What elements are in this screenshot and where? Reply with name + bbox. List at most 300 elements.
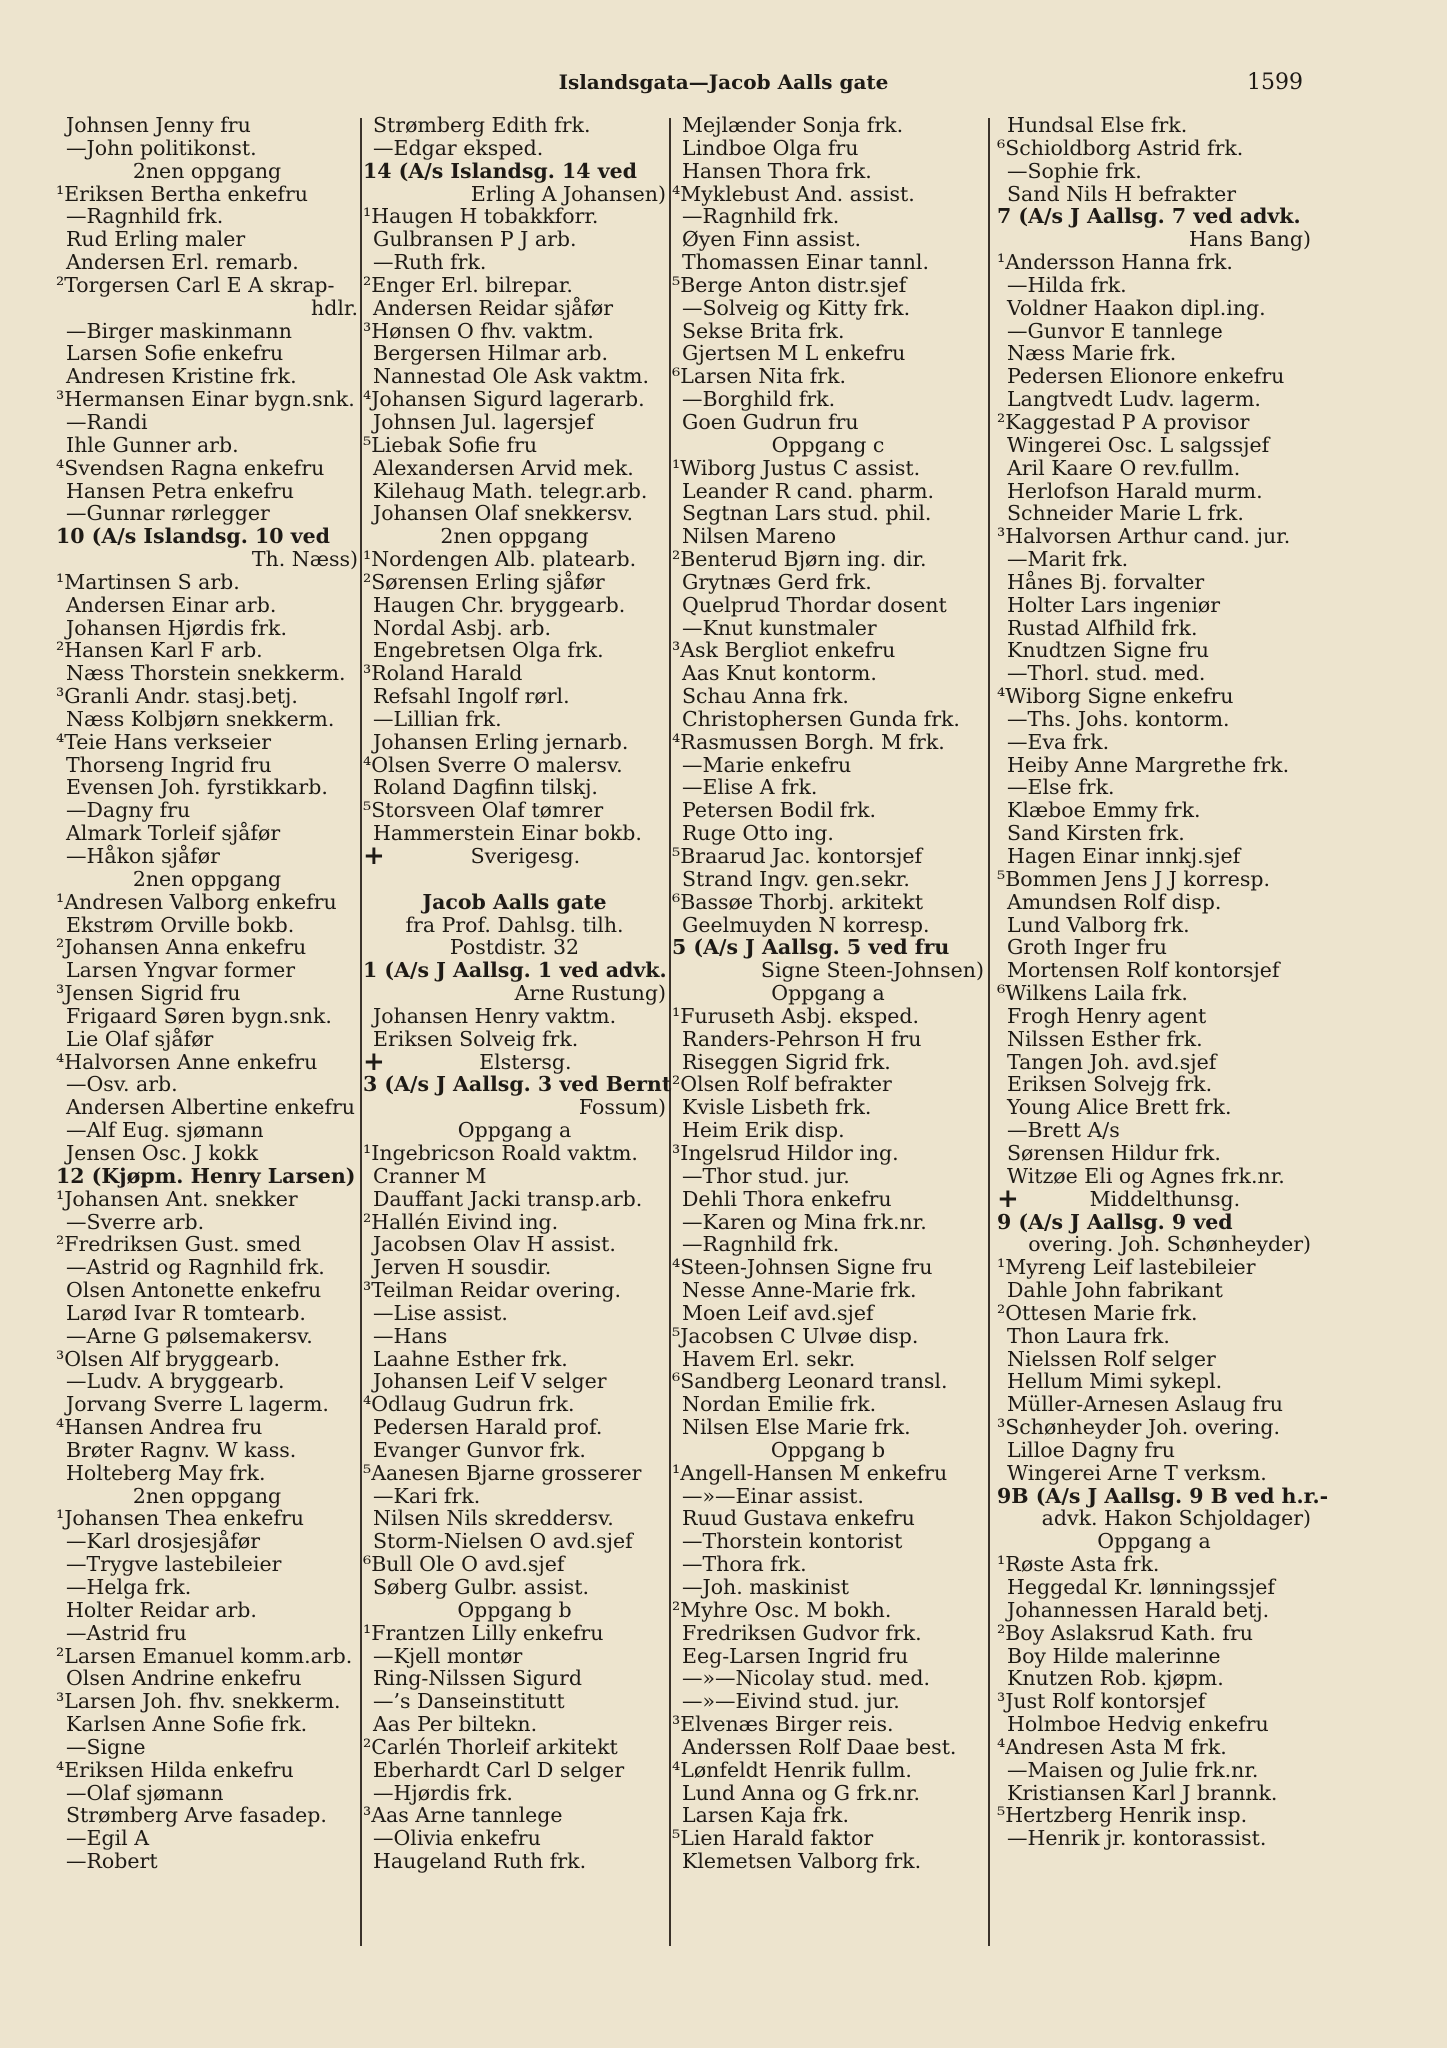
resident-entry: Nordal Asbj. arb. (373, 615, 551, 640)
resident-entry: Lund Valborg frk. (1007, 912, 1190, 937)
resident-entry: Anderssen Rolf Daae best. (682, 1734, 957, 1759)
resident-entry: —Eva frk. (1007, 729, 1110, 754)
resident-entry: Olsen Antonette enkefru (66, 1278, 322, 1303)
section-heading: 2nen oppgang (440, 524, 589, 549)
resident-entry: ¹Røste Asta frk. (997, 1552, 1160, 1577)
resident-entry: ⁶Schioldborg Astrid frk. (997, 135, 1244, 160)
cross-street-name: Elstersg. (479, 1049, 572, 1074)
cross-street-name: Sverigesg. (470, 844, 581, 868)
resident-entry: Brøter Ragnv. W kass. (66, 1437, 297, 1462)
resident-entry: Kvisle Lisbeth frk. (682, 1095, 872, 1120)
resident-entry: Kristiansen Karl J brannk. (1007, 1780, 1278, 1805)
resident-entry: Schneider Marie L frk. (1007, 501, 1244, 526)
resident-entry: —John politikonst. (66, 135, 257, 160)
cross-icon: + (363, 841, 385, 871)
resident-entry: ²Olsen Rolf befrakter (672, 1072, 892, 1097)
resident-entry: —Håkon sjåfør (66, 844, 220, 868)
resident-entry: Holmboe Hedvig enkefru (1007, 1712, 1269, 1737)
section-heading: 2nen oppgang (132, 1483, 282, 1508)
resident-entry: Herlofson Harald murm. (1007, 478, 1263, 503)
resident-entry: Sørensen Hildur frk. (1007, 1140, 1221, 1165)
resident-entry: overing. Joh. Schønheyder) (1028, 1232, 1311, 1257)
section-heading: Oppgang a (1097, 1529, 1211, 1554)
resident-entry: —Gunnar rørlegger (66, 501, 270, 526)
resident-entry: Thorseng Ingrid fru (66, 752, 272, 777)
resident-entry: —Gunvor E tannlege (1007, 318, 1223, 343)
resident-entry: ⁵Liebak Sofie fru (363, 432, 538, 457)
resident-entry: —Arne G pølsemakersv. (66, 1323, 313, 1348)
section-heading: Oppgang b (457, 1597, 572, 1622)
resident-entry: Hånes Bj. forvalter (1007, 569, 1205, 594)
resident-entry: Roland Dagfinn tilskj. (373, 775, 598, 800)
column-rule (988, 118, 990, 1946)
section-heading: Oppgang a (771, 981, 885, 1006)
resident-entry: ⁴Olsen Sverre O malersv. (363, 752, 623, 777)
resident-entry: Eriksen Solveig frk. (373, 1026, 579, 1051)
resident-entry: Frogh Henry agent (1007, 1003, 1207, 1028)
resident-entry: —Birger maskinmann (66, 318, 292, 343)
resident-entry: ³Hermansen Einar bygn.snk. (56, 387, 355, 412)
resident-entry: —Signe (66, 1734, 146, 1759)
resident-entry: ²Myhre Osc. M bokh. (672, 1597, 892, 1622)
resident-entry: Sand Kirsten frk. (1007, 821, 1185, 846)
section-heading: Oppgang b (770, 1437, 886, 1462)
resident-entry: Bergersen Hilmar arb. (373, 341, 609, 366)
resident-entry: —Ludv. A bryggearb. (66, 1369, 285, 1394)
resident-entry: Kilehaug Math. telegr.arb. (373, 478, 648, 503)
resident-entry: —Kari frk. (373, 1483, 481, 1508)
resident-entry: Larsen Sofie enkefru (66, 341, 284, 366)
resident-entry: ²Torgersen Carl E A skrap- (56, 272, 335, 297)
resident-entry: ²Johansen Anna enkefru (56, 935, 307, 960)
resident-entry: ¹Nordengen Alb. platearb. (363, 547, 637, 572)
resident-entry: ³Ask Bergliot enkefru (672, 638, 896, 663)
resident-entry: ⁴Steen-Johnsen Signe fru (672, 1255, 933, 1280)
resident-entry: Müller-Arnesen Aslaug fru (1007, 1392, 1284, 1417)
resident-entry: ⁵Aanesen Bjarne grosserer (363, 1460, 642, 1485)
resident-entry: Andersen Erl. remarb. (66, 250, 299, 275)
resident-entry (363, 868, 666, 891)
resident-entry: ⁴Myklebust And. assist. (672, 181, 915, 206)
resident-entry: —Alf Eug. sjømann (66, 1118, 264, 1143)
resident-entry: Heiby Anne Margrethe frk. (1007, 752, 1290, 777)
resident-entry: ¹Andresen Valborg enkefru (56, 889, 337, 914)
resident-entry: Nilsen Nils skreddersv. (373, 1506, 614, 1531)
resident-entry: Quelprud Thordar dosent (682, 592, 947, 617)
resident-entry: —Maisen og Julie frk.nr. (1007, 1757, 1259, 1782)
resident-entry: Frigaard Søren bygn.snk. (66, 1003, 332, 1028)
resident-entry: —Thorl. stud. med. (1007, 661, 1206, 686)
resident-entry: ³Teilman Reidar overing. (363, 1278, 621, 1303)
page-header (0, 70, 1447, 110)
resident-entry: —Henrik jr. kontorassist. (1007, 1826, 1267, 1851)
resident-entry: ²Benterud Bjørn ing. dir. (672, 547, 927, 572)
resident-entry: Alexandersen Arvid mek. (373, 455, 634, 480)
resident-entry: ⁴Odlaug Gudrun frk. (363, 1392, 575, 1417)
resident-entry: Aril Kaare O rev.fullm. (1007, 455, 1241, 480)
cross-street-name: Middelthunsg. (1089, 1186, 1241, 1211)
building-entry: 7 (A/s J Aallsg. 7 ved advk. (997, 204, 1301, 229)
resident-entry: Segtnan Lars stud. phil. (682, 501, 932, 526)
resident-entry: Lie Olaf sjåfør (66, 1026, 214, 1051)
resident-entry: Tangen Joh. avd.sjef (1007, 1049, 1217, 1074)
resident-entry: Johnsen Jenny fru (66, 113, 251, 137)
resident-entry: —Astrid og Ragnhild frk. (66, 1255, 325, 1280)
page-number: 1599 (1247, 70, 1303, 95)
resident-entry: Strømberg Arve fasadep. (66, 1803, 327, 1828)
resident-entry: Knutzen Rob. kjøpm. (1007, 1666, 1224, 1691)
resident-entry: —Marie enkefru (682, 752, 852, 777)
resident-entry: Young Alice Brett frk. (1007, 1095, 1232, 1120)
resident-entry: Johansen Leif V selger (373, 1369, 607, 1394)
resident-entry: Andresen Kristine frk. (66, 364, 297, 389)
resident-entry: Johansen Olaf snekkersv. (373, 501, 634, 526)
resident-entry: ²Kaggestad P A provisor (997, 409, 1250, 434)
resident-entry: Andersen Reidar sjåfør (373, 295, 614, 320)
resident-entry: Eberhardt Carl D selger (373, 1757, 625, 1782)
resident-entry: Dahle John fabrikant (1007, 1278, 1223, 1303)
resident-entry: Hundsal Else frk. (1007, 113, 1188, 137)
resident-entry: Wingerei Osc. L salgssjef (1007, 432, 1270, 457)
resident-entry: ³Just Rolf kontorsjef (997, 1689, 1206, 1714)
resident-entry: ¹Ingebricson Roald vaktm. (363, 1140, 638, 1165)
resident-entry: ³Hønsen O fhv. vaktm. (363, 318, 594, 343)
resident-entry: Lund Anna og G frk.nr. (682, 1780, 921, 1805)
resident-entry: ⁶Wilkens Laila frk. (997, 981, 1188, 1006)
resident-entry: Evensen Joh. fyrstikkarb. (66, 775, 328, 800)
building-entry: 9B (A/s J Aallsg. 9 B ved h.r.- (997, 1483, 1329, 1508)
resident-entry: ¹Furuseth Asbj. eksped. (672, 1003, 920, 1028)
resident-entry: —Solveig og Kitty frk. (682, 295, 911, 320)
resident-entry: ³Aas Arne tannlege (363, 1803, 563, 1828)
resident-entry: Næss Kolbjørn snekkerm. (66, 706, 335, 731)
resident-entry: Mejlænder Sonja frk. (682, 113, 904, 137)
resident-entry: Næss Thorstein snekkerm. (66, 661, 346, 686)
resident-entry: —Edgar eksped. (373, 135, 544, 160)
resident-entry: ⁴Halvorsen Anne enkefru (56, 1049, 318, 1074)
resident-entry: —Sverre arb. (66, 1209, 205, 1234)
resident-entry: Signe Steen-Johnsen) (760, 958, 984, 983)
resident-entry: Nannestad Ole Ask vaktm. (373, 364, 650, 389)
resident-entry: Haugeland Ruth frk. (373, 1849, 587, 1874)
cross-street-marker (363, 841, 666, 871)
resident-entry: ⁵Jacobsen C Ulvøe disp. (672, 1323, 919, 1348)
resident-entry: —Olivia enkefru (373, 1826, 541, 1851)
resident-entry: ⁴Andresen Asta M frk. (997, 1734, 1227, 1759)
resident-entry: ²Enger Erl. bilrepar. (363, 272, 573, 297)
resident-entry: Sekse Brita frk. (682, 318, 845, 343)
resident-entry: Holter Reidar arb. (66, 1597, 257, 1622)
resident-entry: Øyen Finn assist. (682, 227, 862, 252)
resident-entry: Heggedal Kr. lønningssjef (1007, 1575, 1276, 1599)
resident-entry: Heim Erik disp. (682, 1118, 845, 1143)
resident-entry: Lindboe Olga fru (682, 135, 859, 160)
resident-entry: Christophersen Gunda frk. (682, 706, 960, 731)
resident-entry: —Lillian frk. (373, 706, 502, 731)
resident-entry: Leander R cand. pharm. (682, 478, 935, 503)
resident-entry: ²Fredriksen Gust. smed (56, 1232, 302, 1257)
resident-entry: Fossum) (578, 1095, 666, 1120)
resident-entry: Hansen Thora frk. (682, 158, 872, 183)
resident-entry: Jensen Osc. J kokk (66, 1140, 259, 1165)
resident-entry: Nilsen Else Marie frk. (682, 1415, 911, 1440)
resident-entry: Schau Anna frk. (682, 684, 849, 709)
resident-entry: Johansen Erling jernarb. (373, 729, 629, 754)
resident-entry: —»—Einar assist. (682, 1483, 864, 1508)
directory-column-2 (363, 113, 672, 1874)
resident-entry: Jorvang Sverre L lagerm. (66, 1392, 329, 1417)
building-entry: Jacob Aalls gate (422, 889, 607, 914)
resident-entry: Sand Nils H befrakter (1007, 181, 1237, 206)
resident-entry: Larsen Kaja frk. (682, 1803, 849, 1828)
resident-entry: ⁵Lien Harald faktor (672, 1826, 874, 1851)
resident-entry: ⁴Hansen Andrea fru (56, 1415, 263, 1440)
resident-entry: Andersen Einar arb. (66, 592, 277, 617)
resident-entry: Wingerei Arne T verksm. (1007, 1460, 1267, 1485)
cross-icon: + (363, 1046, 385, 1077)
resident-entry: Dauffant Jacki transp.arb. (373, 1186, 643, 1211)
resident-entry: Hansen Petra enkefru (66, 478, 294, 503)
resident-entry: —Hjørdis frk. (373, 1780, 513, 1805)
resident-entry: Groth Inger fru (1007, 935, 1167, 960)
resident-entry: ⁶Bull Ole O avd.sjef (363, 1552, 565, 1577)
building-entry: 9 (A/s J Aallsg. 9 ved (997, 1209, 1233, 1234)
resident-entry: ⁴Lønfeldt Henrik fullm. (672, 1757, 912, 1782)
resident-entry: Pedersen Harald prof. (373, 1415, 603, 1440)
resident-entry: ¹Frantzen Lilly enkefru (363, 1620, 604, 1645)
resident-entry: —Thor stud. jur. (682, 1163, 850, 1188)
building-entry: 10 (A/s Islandsg. 10 ved (56, 524, 330, 549)
resident-entry: Storm-Nielsen O avd.sjef (373, 1529, 633, 1554)
resident-entry: Boy Hilde malerinne (1007, 1643, 1221, 1668)
resident-entry: —Egil A (66, 1826, 150, 1851)
resident-entry: Rustad Alfhild frk. (1007, 615, 1198, 640)
resident-entry: Johannessen Harald betj. (1007, 1597, 1270, 1622)
resident-entry: Holteberg May frk. (66, 1460, 266, 1485)
resident-entry: —Osv. arb. (66, 1072, 178, 1097)
resident-entry: —Ragnhild frk. (682, 204, 840, 229)
resident-entry: Johansen Henry vaktm. (373, 1003, 617, 1028)
resident-entry: Ruge Otto ing. (682, 821, 834, 846)
resident-entry: Karlsen Anne Sofie frk. (66, 1712, 308, 1737)
building-entry: 12 (Kjøpm. Henry Larsen) (56, 1163, 356, 1188)
resident-entry: Ring-Nilssen Sigurd (373, 1666, 583, 1691)
resident-entry: ³Olsen Alf bryggearb. (56, 1346, 280, 1371)
resident-entry: Nielssen Rolf selger (1007, 1346, 1216, 1371)
resident-entry: Strømberg Edith frk. (373, 113, 591, 137)
resident-entry: ³Roland Harald (363, 661, 523, 686)
resident-entry: Fredriksen Gudvor frk. (682, 1620, 922, 1645)
resident-entry: ³Jensen Sigrid fru (56, 981, 241, 1006)
resident-entry: Eriksen Solvejg frk. (1007, 1072, 1213, 1097)
resident-entry: ²Sørensen Erling sjåfør (363, 569, 605, 594)
resident-entry: Refsahl Ingolf rørl. (373, 684, 570, 709)
resident-entry: ⁶Sandberg Leonard transl. (672, 1369, 948, 1394)
resident-entry: Riseggen Sigrid frk. (682, 1049, 891, 1074)
resident-entry: Voldner Haakon dipl.ing. (1007, 295, 1266, 320)
resident-entry: ²Larsen Emanuel komm.arb. (56, 1643, 353, 1668)
resident-entry: Jerven H sousdir. (373, 1255, 552, 1280)
resident-entry: Johansen Hjørdis frk. (66, 615, 287, 640)
resident-entry: ⁶Bassøe Thorbj. arkitekt (672, 889, 924, 914)
resident-entry: —Borghild frk. (682, 387, 836, 412)
resident-entry: Ihle Gunner arb. (66, 432, 239, 457)
resident-entry: ¹Martinsen S arb. (56, 569, 240, 594)
resident-entry: Cranner M (373, 1163, 487, 1188)
resident-entry: ³Larsen Joh. fhv. snekkerm. (56, 1689, 341, 1714)
section-heading: Oppgang c (771, 432, 885, 457)
resident-entry: Aas Knut kontorm. (682, 661, 877, 686)
resident-entry: ¹Andersson Hanna frk. (997, 250, 1233, 275)
resident-entry: ¹Wiborg Justus C assist. (672, 455, 921, 480)
resident-entry: Geelmuyden N korresp. (682, 912, 930, 937)
resident-entry: —Olaf sjømann (66, 1780, 224, 1805)
resident-entry: —Thorstein kontorist (682, 1529, 903, 1554)
resident-entry: Almark Torleif sjåfør (66, 821, 281, 846)
resident-entry: ⁵Braarud Jac. kontorsjef (672, 844, 923, 868)
resident-entry: —Ths. Johs. kontorm. (1007, 706, 1230, 731)
resident-entry: ²Carlén Thorleif arkitekt (363, 1734, 618, 1759)
resident-entry: ⁴Wiborg Signe enkefru (997, 684, 1234, 709)
resident-entry: Nesse Anne-Marie frk. (682, 1278, 917, 1303)
resident-entry: —Thora frk. (682, 1552, 807, 1577)
resident-entry: Erling A Johansen) (470, 181, 666, 206)
resident-entry: Hagen Einar innkj.sjef (1007, 844, 1241, 868)
section-heading: 2nen oppgang (132, 158, 282, 183)
resident-entry: Thomassen Einar tannl. (682, 250, 929, 275)
resident-entry: advk. Hakon Schjoldager) (1041, 1506, 1311, 1531)
resident-entry: —Knut kunstmaler (682, 615, 877, 640)
resident-entry: ³Elvenæs Birger reis. (672, 1712, 894, 1737)
section-heading: fra Prof. Dahlsg. tilh. (405, 912, 624, 937)
resident-entry: ¹Johansen Thea enkefru (56, 1506, 305, 1531)
cross-street-marker (363, 1046, 666, 1077)
resident-entry: Langtvedt Ludv. lagerm. (1007, 387, 1261, 412)
resident-entry: Larød Ivar R tomtearb. (66, 1300, 306, 1325)
resident-entry: —»—Eivind stud. jur. (682, 1689, 900, 1714)
resident-entry: Hammerstein Einar bokb. (373, 821, 642, 846)
resident-entry: Goen Gudrun fru (682, 409, 859, 434)
resident-entry: ¹Angell-Hansen M enkefru (672, 1460, 948, 1485)
section-heading: Oppgang a (457, 1118, 572, 1143)
resident-entry: —Hilda frk. (1007, 272, 1127, 297)
resident-entry: Gulbransen P J arb. (373, 227, 577, 252)
resident-entry: Amundsen Rolf disp. (1007, 889, 1222, 914)
resident-entry: ⁴Johansen Sigurd lagerarb. (363, 387, 645, 412)
resident-entry: Nilsen Mareno (682, 524, 837, 549)
resident-entry: Ruud Gustava enkefru (682, 1506, 915, 1531)
resident-entry: —Astrid fru (66, 1620, 187, 1645)
column-rule (669, 118, 671, 1946)
resident-entry: Strand Ingv. gen.sekr. (682, 866, 910, 891)
resident-entry: ⁵Storsveen Olaf tømrer (363, 798, 604, 823)
resident-entry: Evanger Gunvor frk. (373, 1437, 586, 1462)
resident-entry: ⁴Svendsen Ragna enkefru (56, 455, 325, 480)
building-entry: 14 (A/s Islandsg. 14 ved (363, 158, 637, 183)
column-rule (360, 118, 362, 1946)
resident-entry: Engebretsen Olga frk. (373, 638, 604, 663)
resident-entry: —Karl drosjesjåfør (66, 1529, 261, 1554)
resident-entry: Dehli Thora enkefru (682, 1186, 892, 1211)
resident-entry: Johnsen Jul. lagersjef (373, 409, 594, 434)
resident-entry: —Hans (373, 1323, 448, 1348)
resident-entry: ²Ottesen Marie frk. (997, 1300, 1198, 1325)
resident-entry: —Marit frk. (1007, 547, 1129, 572)
resident-entry: —Elise A frk. (682, 775, 818, 800)
resident-entry: ²Hallén Eivind ing. (363, 1209, 559, 1234)
resident-entry: Rud Erling maler (66, 227, 246, 252)
resident-entry: Larsen Yngvar former (66, 958, 296, 983)
resident-entry: ¹Johansen Ant. snekker (56, 1186, 298, 1211)
resident-entry: —Dagny fru (66, 798, 191, 823)
resident-entry: Th. Næss) (251, 547, 358, 572)
page-title: Islandsgata—Jacob Aalls gate (558, 70, 889, 94)
resident-entry: —Brett A/s (1007, 1118, 1120, 1143)
resident-entry: ⁵Bommen Jens J J korresp. (997, 866, 1271, 891)
resident-entry: Holter Lars ingeniør (1007, 592, 1221, 617)
directory-column-4 (997, 113, 1329, 1851)
resident-entry: Knudtzen Signe fru (1007, 638, 1209, 663)
resident-entry: Arne Rustung) (514, 981, 666, 1006)
resident-entry: —Else frk. (1007, 775, 1115, 800)
resident-entry: Klæboe Emmy frk. (1007, 798, 1201, 823)
resident-entry: Randers-Pehrson H fru (682, 1026, 922, 1051)
resident-entry: Olsen Andrine enkefru (66, 1666, 302, 1691)
resident-entry: Eeg-Larsen Ingrid fru (682, 1643, 909, 1668)
resident-entry: —Ragnhild frk. (682, 1232, 840, 1257)
resident-entry: Petersen Bodil frk. (682, 798, 877, 823)
resident-entry: Nilssen Esther frk. (1007, 1026, 1203, 1051)
resident-entry: Havem Erl. sekr. (682, 1346, 856, 1371)
resident-entry: Klemetsen Valborg frk. (682, 1849, 922, 1874)
building-entry: 5 (A/s J Aallsg. 5 ved fru (672, 935, 950, 960)
resident-entry: ²Boy Aslaksrud Kath. fru (997, 1620, 1254, 1645)
cross-street-marker (997, 1183, 1311, 1214)
section-heading: 2nen oppgang (132, 866, 282, 891)
resident-entry: —Helga frk. (66, 1575, 192, 1599)
resident-entry: Mortensen Rolf kontorsjef (1007, 958, 1280, 983)
resident-entry: Næss Marie frk. (1007, 341, 1177, 366)
resident-entry: ⁵Berge Anton distr.sjef (672, 272, 907, 297)
resident-entry: —Karen og Mina frk.nr. (682, 1209, 927, 1234)
cross-icon: + (997, 1183, 1019, 1214)
resident-entry: Lilloe Dagny fru (1007, 1437, 1175, 1462)
resident-entry: ⁴Rasmussen Borgh. M frk. (672, 729, 945, 754)
resident-entry: Hellum Mimi sykepl. (1007, 1369, 1223, 1394)
resident-entry: Aas Per biltekn. (373, 1712, 538, 1737)
section-heading: Postdistr. 32 (449, 935, 580, 960)
resident-entry: ¹Myreng Leif lastebileier (997, 1255, 1256, 1280)
resident-entry: Hans Bang) (1189, 227, 1311, 252)
resident-entry: Jacobsen Olav H assist. (373, 1232, 616, 1257)
resident-entry: —Randi (66, 409, 148, 434)
directory-column-1 (56, 114, 358, 1873)
resident-entry: ¹Haugen H tobakkforr. (363, 204, 599, 229)
resident-entry: —Robert (66, 1849, 158, 1874)
resident-entry: —Kjell montør (373, 1643, 523, 1668)
resident-entry: Søberg Gulbr. assist. (373, 1575, 590, 1599)
resident-entry: —’s Danseinstitutt (373, 1689, 565, 1714)
building-entry: 3 (A/s J Aallsg. 3 ved Bernt (363, 1072, 672, 1097)
resident-entry: Grytnæs Gerd frk. (682, 569, 872, 594)
resident-entry: Haugen Chr. bryggearb. (373, 592, 626, 617)
resident-entry: ³Granli Andr. stasj.betj. (56, 684, 298, 709)
resident-entry: ¹Eriksen Bertha enkefru (56, 181, 308, 206)
resident-entry: ²Hansen Karl F arb. (56, 638, 263, 663)
resident-entry: —Sophie frk. (1007, 158, 1142, 183)
resident-entry: —Ragnhild frk. (66, 204, 224, 229)
resident-entry: Nordan Emilie frk. (682, 1392, 877, 1417)
